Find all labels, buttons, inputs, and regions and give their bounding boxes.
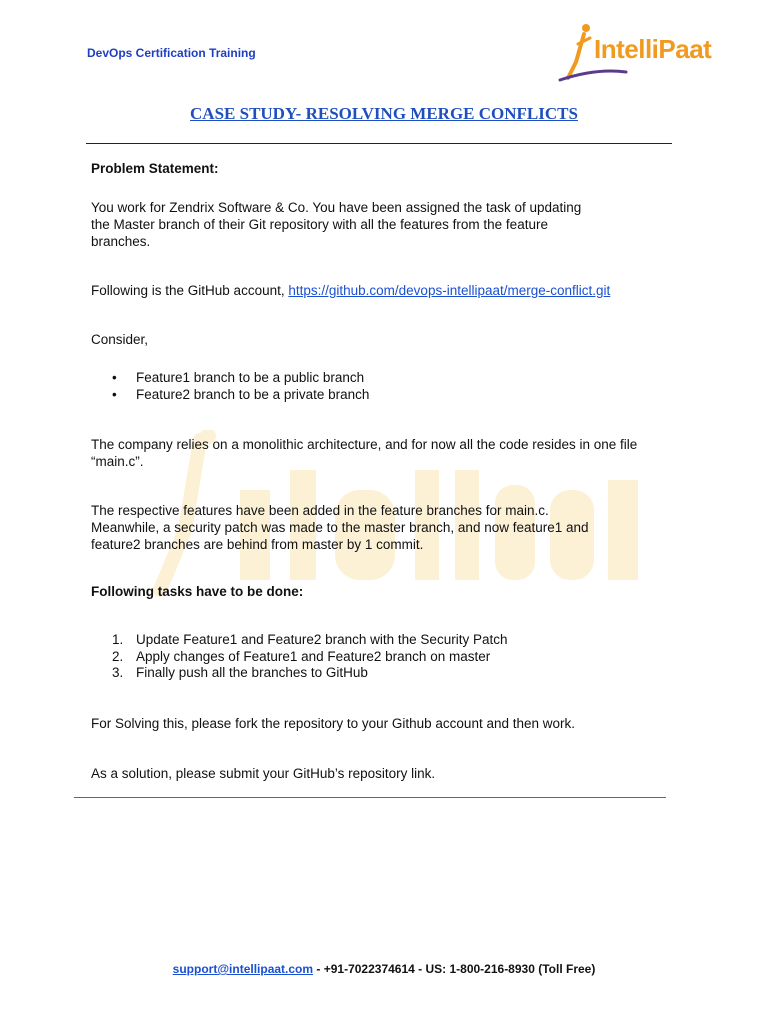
content-divider bbox=[74, 797, 666, 798]
intro-line: the Master branch of their Git repository with all the features from the feature bbox=[91, 217, 548, 232]
task-number: 1. bbox=[112, 632, 124, 647]
list-item bbox=[91, 370, 651, 387]
github-paragraph bbox=[91, 282, 691, 299]
list-item-text: Feature2 branch to be a private branch bbox=[136, 386, 370, 402]
brand-wordmark: IntelliPaat bbox=[594, 34, 712, 64]
list-item bbox=[91, 649, 651, 666]
intro-line: branches. bbox=[91, 234, 151, 249]
task-text: Apply changes of Feature1 and Feature2 branch on master bbox=[136, 648, 491, 664]
problem-heading: Problem Statement: bbox=[91, 161, 219, 176]
fork-note: For Solving this, please fork the repository to your Github account and then work. bbox=[91, 716, 576, 731]
features-line: feature2 branches are behind from master by 1 commit. bbox=[91, 537, 424, 552]
solution-note: As a solution, please submit your GitHub’s repository link. bbox=[91, 766, 436, 781]
task-list bbox=[91, 632, 651, 682]
intro-line: You work for Zendrix Software & Co. You have been assigned the task of updating bbox=[91, 200, 582, 215]
list-item bbox=[91, 665, 651, 682]
task-text: Update Feature1 and Feature2 branch with the Security Patch bbox=[136, 632, 508, 647]
architecture-paragraph bbox=[91, 436, 691, 470]
bullet-icon: • bbox=[112, 386, 117, 402]
tasks-heading: Following tasks have to be done: bbox=[91, 584, 304, 599]
task-text: Finally push all the branches to GitHub bbox=[136, 665, 368, 680]
github-prefix: Following is the GitHub account, bbox=[91, 283, 289, 298]
bullet-icon: • bbox=[112, 370, 117, 385]
list-item bbox=[91, 387, 651, 404]
list-item-text: Feature1 branch to be a public branch bbox=[136, 370, 365, 385]
branch-list bbox=[91, 370, 651, 403]
course-name: DevOps Certification Training bbox=[87, 46, 256, 60]
task-number: 2. bbox=[112, 648, 124, 664]
footer-phone-numbers: - +91-7022374614 - US: 1-800-216-8930 (Toll Free) bbox=[313, 962, 596, 976]
features-line: The respective features have been added in the feature branches for main.c. bbox=[91, 503, 549, 518]
title-divider bbox=[86, 143, 672, 144]
architecture-line: The company relies on a monolithic architecture, and for now all the code resides in one file bbox=[91, 437, 638, 452]
intro-paragraph bbox=[91, 199, 651, 250]
architecture-line: “main.c”. bbox=[91, 454, 144, 469]
consider-text: Consider, bbox=[91, 332, 149, 347]
list-item bbox=[91, 632, 651, 649]
support-email-link[interactable]: support@intellipaat.com bbox=[172, 962, 314, 976]
task-number: 3. bbox=[112, 665, 124, 680]
footer-contact bbox=[0, 962, 768, 976]
features-paragraph bbox=[91, 502, 651, 553]
github-repo-link[interactable]: https://github.com/devops-intellipaat/merge-conflict.git bbox=[288, 283, 611, 298]
document-title: CASE STUDY- RESOLVING MERGE CONFLICTS bbox=[190, 104, 578, 123]
features-line: Meanwhile, a security patch was made to the master branch, and now feature1 and bbox=[91, 520, 589, 535]
